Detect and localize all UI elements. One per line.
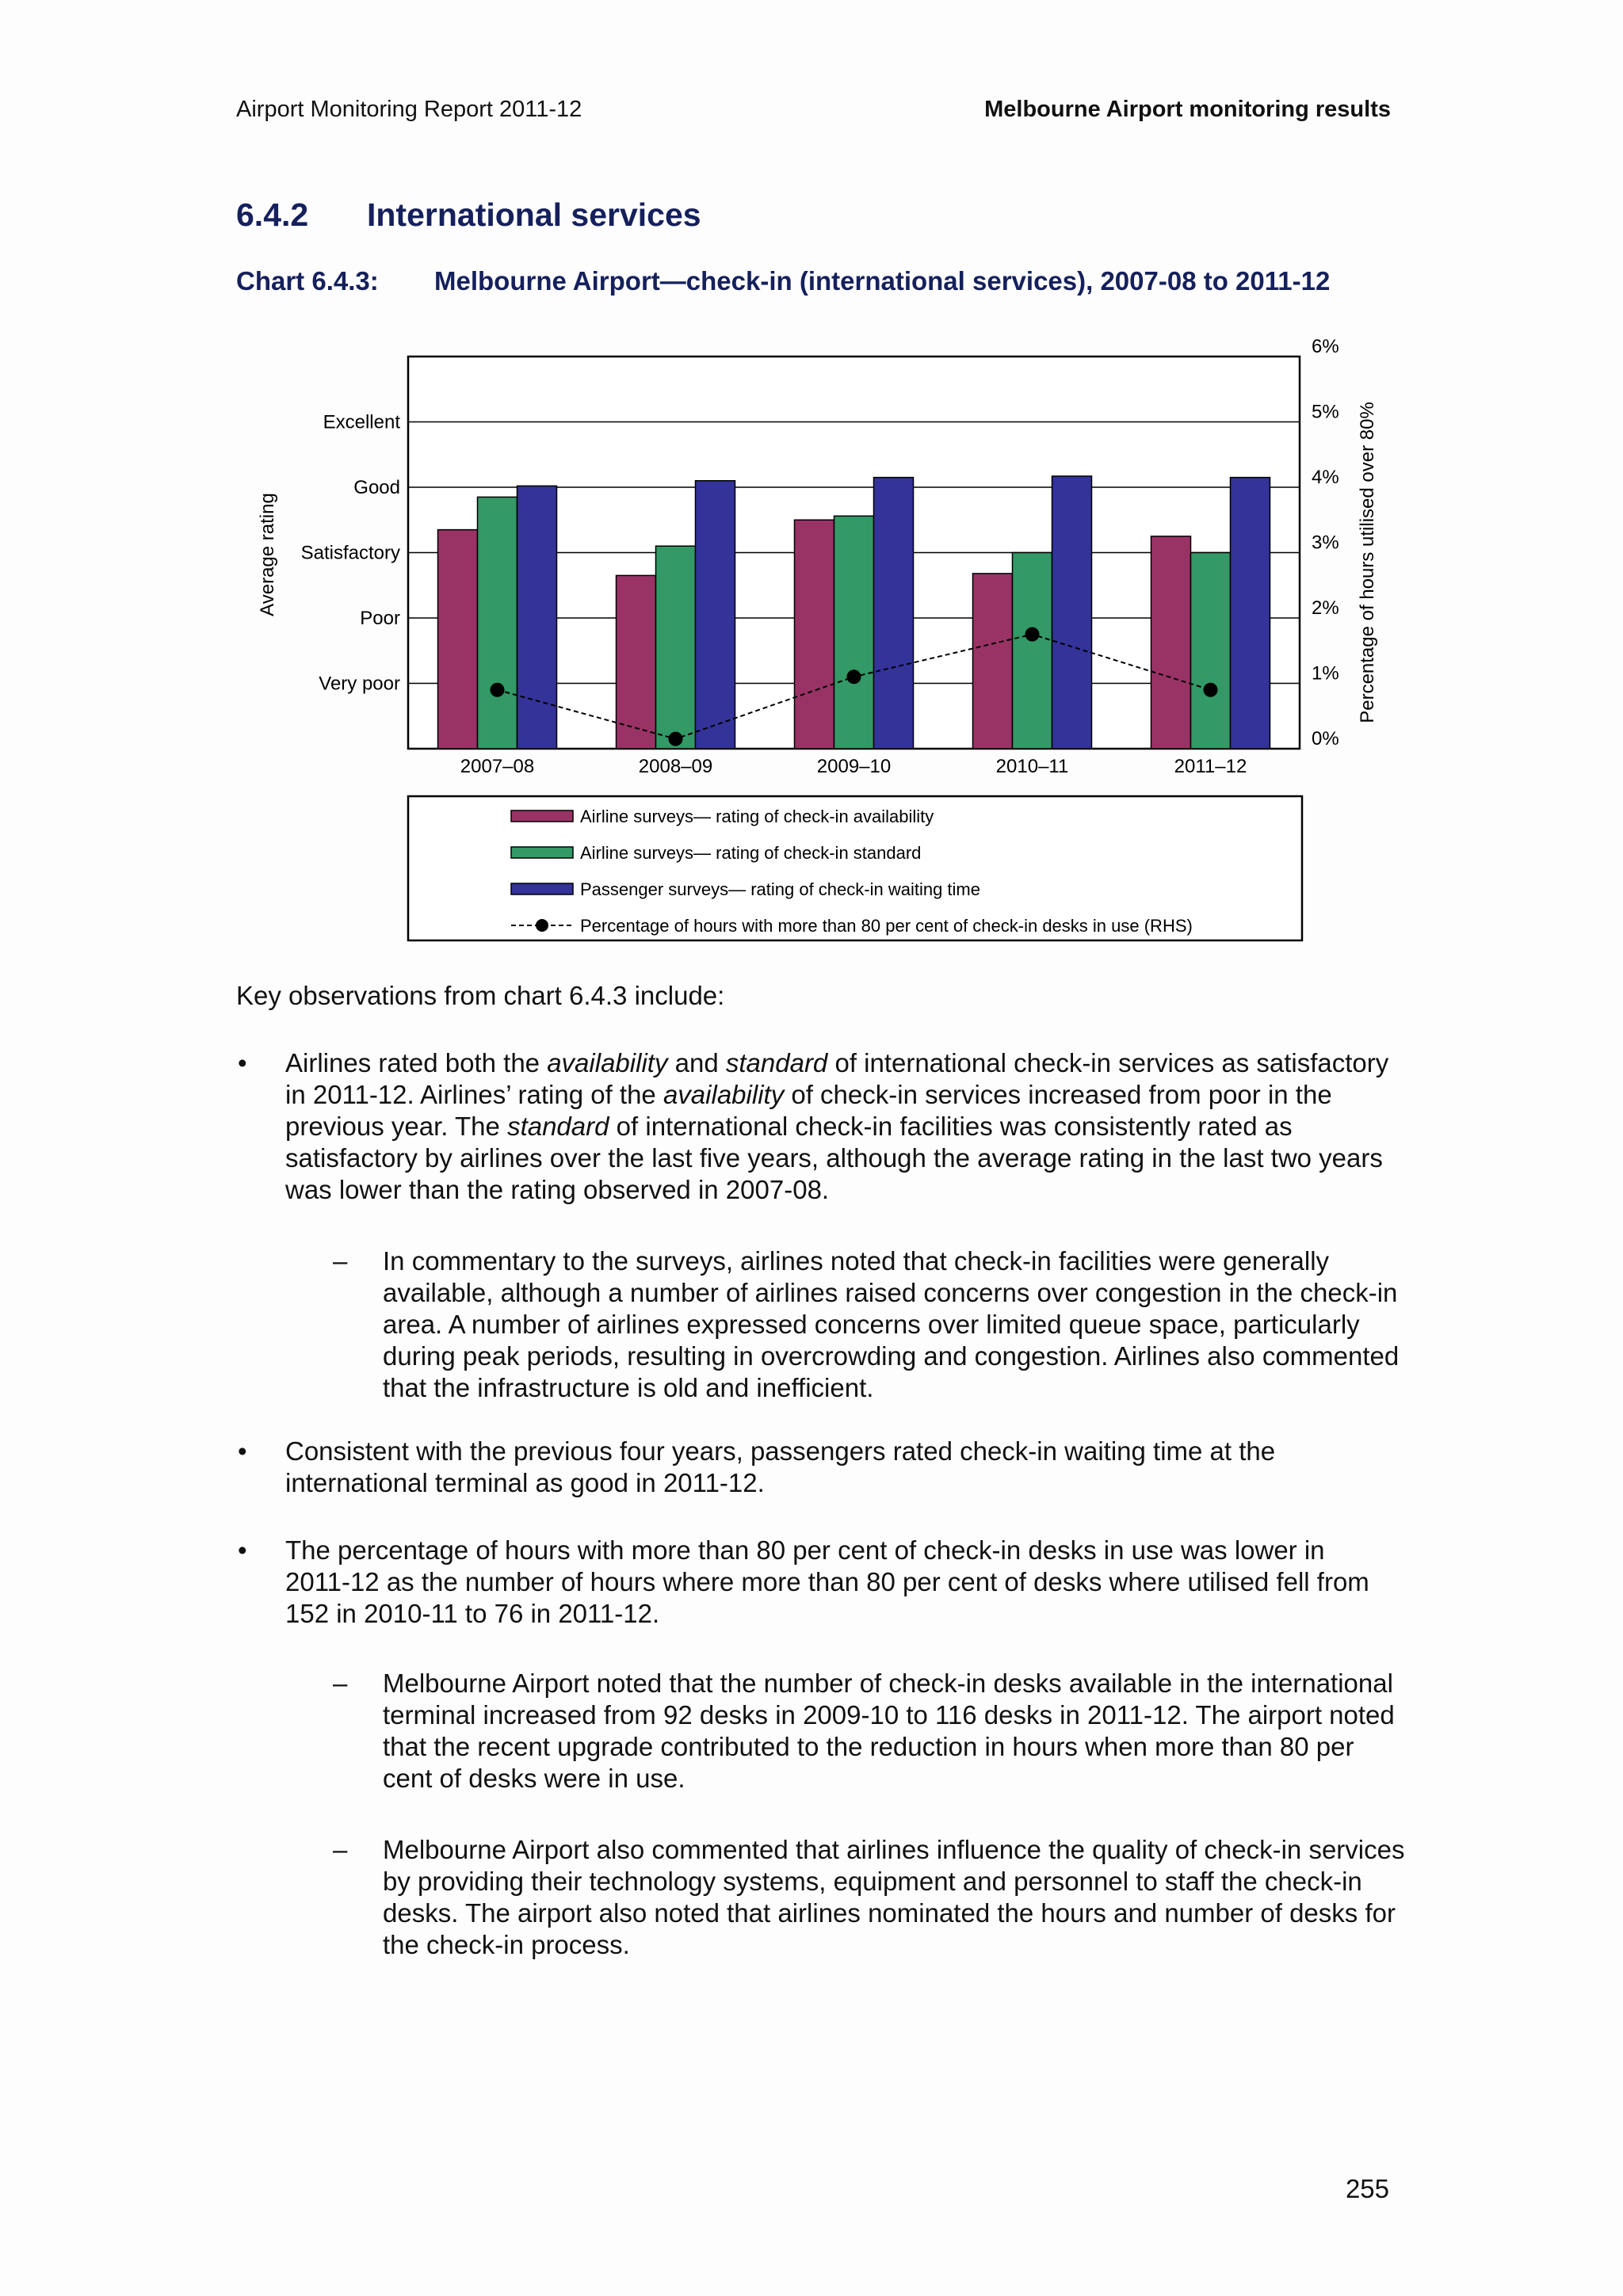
- right-tick-label: 0%: [1312, 728, 1339, 749]
- right-tick-label: 2%: [1312, 597, 1339, 619]
- sub-point-desk-upgrade: Melbourne Airport noted that the number of check-in desks available in the international terminal increased from 92 desks in 2009-10 to 116 desks in 2011-12. The airport noted that the recent upgrade contributed to the reduction in hours when more than 80 per cent of desks were in use.: [383, 1669, 1395, 1793]
- x-tick-label: 2010–11: [995, 756, 1069, 777]
- bar: [1013, 553, 1052, 749]
- rhs-point: [1025, 627, 1040, 642]
- legend-swatch: [511, 883, 573, 894]
- left-tick-label: Excellent: [323, 411, 400, 433]
- dash-marker: –: [333, 1246, 348, 1276]
- bar: [1231, 478, 1270, 749]
- legend-swatch: [511, 810, 573, 822]
- left-tick-label: Very poor: [319, 673, 400, 695]
- left-tick-label: Good: [353, 477, 400, 498]
- legend-label: Passenger surveys— rating of check-in waiting time: [580, 879, 980, 899]
- right-tick-label: 1%: [1312, 662, 1339, 685]
- bar: [696, 481, 735, 749]
- right-tick-label: 5%: [1312, 401, 1339, 423]
- rhs-point: [491, 683, 505, 697]
- chart-number: Chart 6.4.3:: [236, 266, 379, 296]
- legend-marker: [536, 919, 548, 932]
- bar: [973, 574, 1013, 749]
- bar: [1191, 553, 1231, 749]
- x-tick-label: 2009–10: [816, 756, 892, 777]
- bar: [834, 516, 874, 749]
- x-tick-label: 2011–12: [1174, 756, 1247, 777]
- x-tick-label: 2007–08: [460, 756, 535, 777]
- bar: [1151, 536, 1191, 749]
- legend-label: Airline surveys— rating of check-in availability: [580, 807, 934, 826]
- bar: [617, 575, 656, 749]
- bullet-checkin-ratings: Airlines rated both the availability and standard of international check-in services as satisfactory in 2011-12. Airlines’ rating of the availability of check-in services increased from poor in the previous year. The standard of international check-in facilities was consistently rated as satisfactory by airlines over the last five years, although the average rating in the last two years was lower than the rating observed in 2007-08.: [285, 1048, 1389, 1204]
- legend-label: Airline surveys— rating of check-in standard: [580, 843, 922, 863]
- bar: [478, 497, 517, 749]
- left-axis-label: Average rating: [257, 493, 278, 616]
- bar: [517, 486, 557, 749]
- right-tick-label: 6%: [1312, 336, 1339, 357]
- running-header-right: Melbourne Airport monitoring results: [984, 97, 1391, 122]
- bullet-marker: •: [238, 1436, 247, 1466]
- left-tick-label: Satisfactory: [300, 542, 400, 564]
- bar: [656, 546, 696, 749]
- bullet-marker: •: [238, 1048, 247, 1077]
- rhs-point: [1204, 683, 1218, 697]
- dash-marker: –: [333, 1835, 348, 1864]
- legend-label: Percentage of hours with more than 80 per cent of check-in desks in use (RHS): [580, 916, 1193, 936]
- bullet-marker: •: [238, 1535, 247, 1565]
- rhs-point: [847, 669, 861, 684]
- bullet-hours-desks-in-use: The percentage of hours with more than 80 per cent of check-in desks in use was lower in 2011-12 as the number of hours where more than 80 per cent of desks where utilised fell from 152 in 2010-11 to 76 in 2011-12.: [285, 1535, 1369, 1628]
- section-number: 6.4.2: [236, 196, 309, 233]
- page-number: 255: [1345, 2174, 1389, 2203]
- sub-point-airline-influence: Melbourne Airport also commented that airlines influence the quality of check-in services by providing their technology systems, equipment and personnel to staff the check-in desks. The airport also noted that airlines nominated the hours and number of desks for the check-in process.: [383, 1835, 1405, 1959]
- intro-text: Key observations from chart 6.4.3 include:: [236, 981, 725, 1010]
- section-title: International services: [367, 196, 701, 233]
- chart-title: Melbourne Airport—check-in (international services), 2007-08 to 2011-12: [434, 266, 1331, 296]
- running-header-left: Airport Monitoring Report 2011-12: [236, 97, 582, 122]
- bar: [795, 520, 834, 749]
- check-in-chart: [230, 333, 1403, 951]
- right-axis-label: Percentage of hours utilised over 80%: [1357, 402, 1378, 723]
- sub-point-airline-commentary: In commentary to the surveys, airlines noted that check-in facilities were generally available, although a number of airlines raised concerns over congestion in the check-in area. A number of airlines expressed concerns over limited queue space, particularly during peak periods, resulting in overcrowding and congestion. Airlines also commented that the infrastructure is old and inefficient.: [383, 1246, 1400, 1402]
- legend-swatch: [511, 847, 573, 858]
- bar: [438, 530, 478, 749]
- right-tick-label: 3%: [1312, 532, 1339, 554]
- bullet-passenger-waiting-time: Consistent with the previous four years, passengers rated check-in waiting time at the international terminal as good in 2011-12.: [285, 1436, 1276, 1497]
- bar: [874, 478, 914, 749]
- bar: [1052, 476, 1092, 749]
- dash-marker: –: [333, 1669, 348, 1698]
- rhs-point: [669, 732, 683, 746]
- left-tick-label: Poor: [360, 608, 400, 629]
- x-tick-label: 2008–09: [638, 756, 713, 777]
- right-tick-label: 4%: [1312, 467, 1339, 488]
